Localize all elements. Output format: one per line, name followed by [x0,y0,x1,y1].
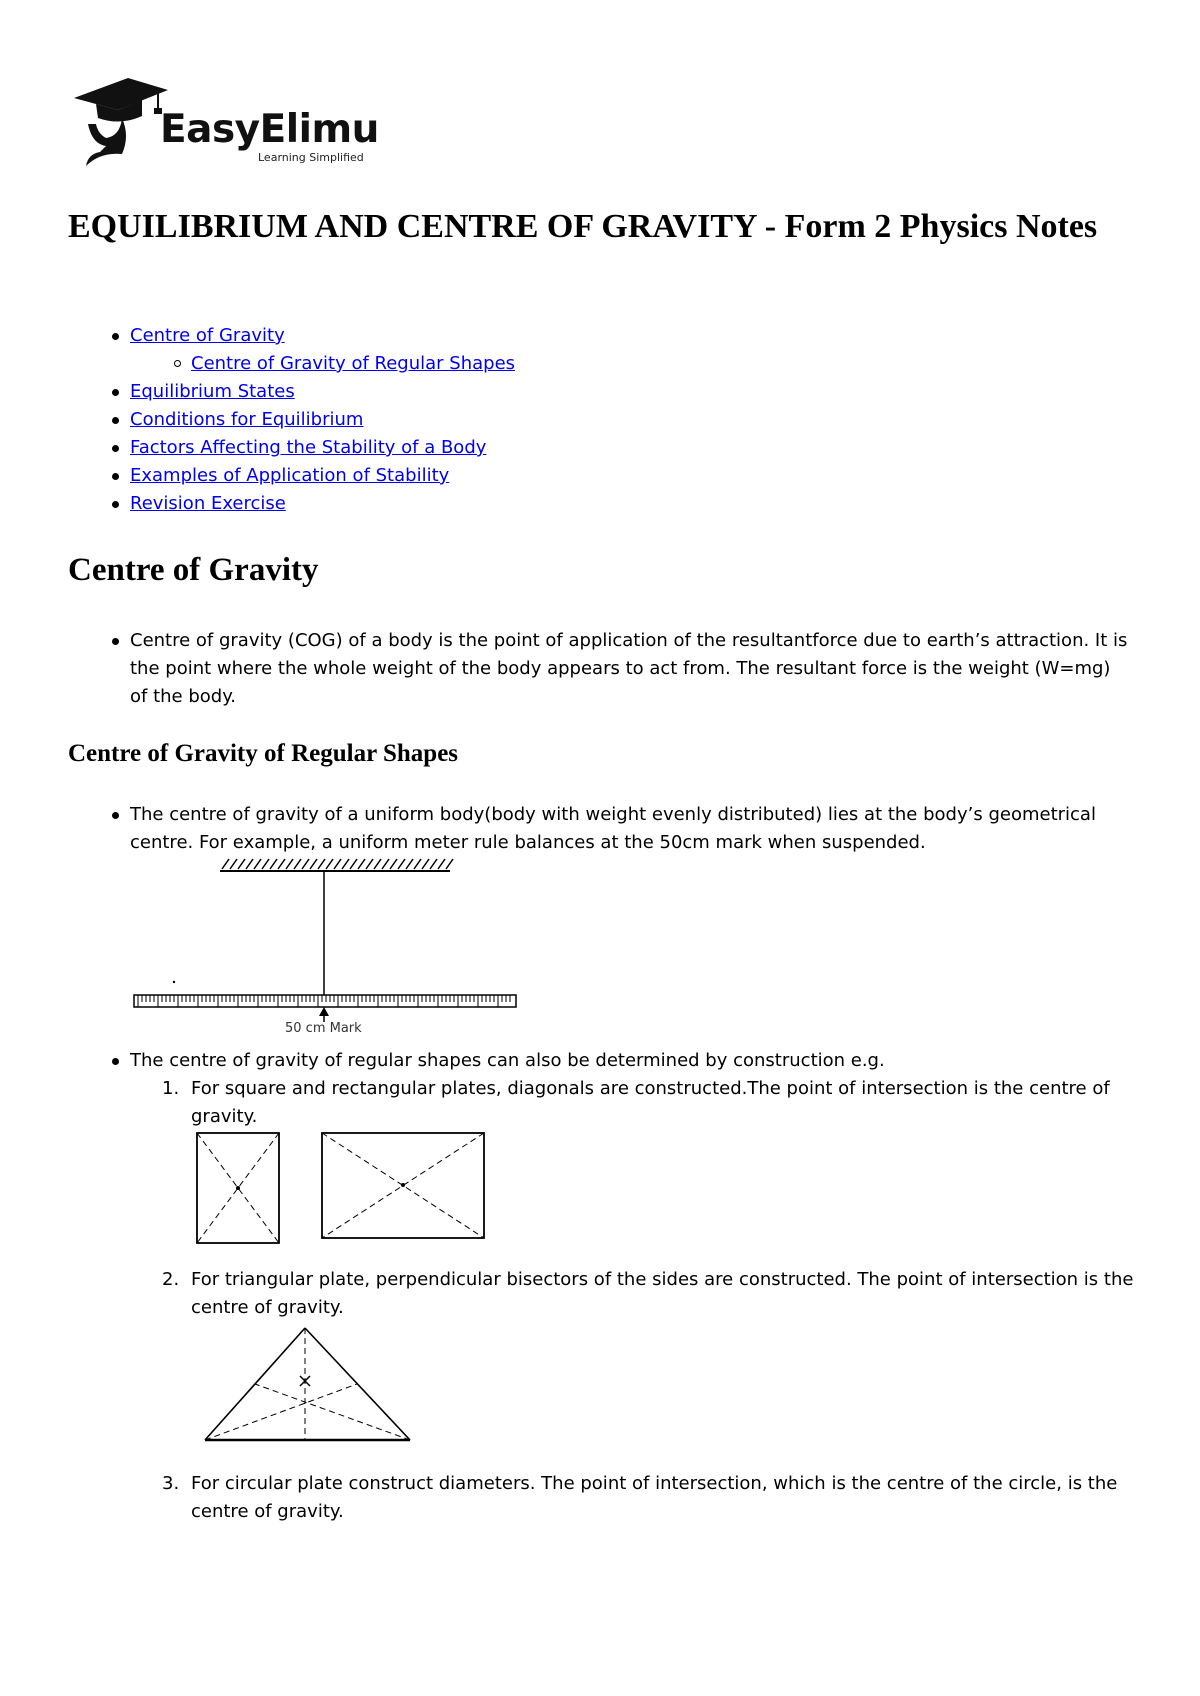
step-3 [162,1470,1141,1526]
toc-item [68,462,515,490]
step-text: For square and rectangular plates, diagonals are constructed.The point of intersection is the centre of gravity. [191,1078,1110,1127]
toc-item [68,406,515,434]
toc-item [68,378,515,406]
toc-link-equilibrium-states[interactable]: Equilibrium States [130,381,295,402]
toc-link-regular-shapes[interactable]: Centre of Gravity of Regular Shapes [191,353,516,374]
step-2 [162,1266,1141,1322]
page-title: EQUILIBRIUM AND CENTRE OF GRAVITY - Form 2 Physics Notes [68,208,1098,245]
square-rectangle-figure [194,1130,494,1250]
section-heading: Centre of Gravity [68,552,319,588]
toc-item [68,322,515,350]
toc-link-conditions[interactable]: Conditions for Equilibrium [130,409,364,430]
uniform-body-text: The centre of gravity of a uniform body(body with weight evenly distributed) lies at the body’s geometrical centre. For example, a uniform meter rule balances at the 50cm mark when suspended. [130,801,1130,857]
toc-link-revision[interactable]: Revision Exercise [130,493,286,514]
brand-tagline: Learning Simplified [258,151,364,164]
cog-definition: Centre of gravity (COG) of a body is the point of application of the resultantforce due to earth’s attraction. It is the point where the whole weight of the body appears to act from. The resultant force is the weight (W=mg) of the body. [130,627,1130,711]
step-number: 1. [162,1078,180,1099]
step-1 [162,1075,1141,1131]
fifty-cm-mark-label: 50 cm Mark [285,1021,362,1036]
meter-rule-figure [130,855,530,1040]
site-logo[interactable] [70,74,390,174]
step-number: 2. [162,1269,180,1290]
step-number: 3. [162,1473,180,1494]
step-text: For circular plate construct diameters. The point of intersection, which is the centre of the circle, is the centre of gravity. [191,1473,1118,1522]
triangle-figure [200,1320,420,1450]
toc-subitem [68,350,515,378]
subsection-heading: Centre of Gravity of Regular Shapes [68,740,459,767]
toc-link-examples[interactable]: Examples of Application of Stability [130,465,450,486]
step-text: For triangular plate, perpendicular bisectors of the sides are constructed. The point of intersection is the centre of gravity. [191,1269,1134,1318]
toc-item [68,490,515,518]
toc-link-centre-of-gravity[interactable]: Centre of Gravity [130,325,285,346]
construction-text: The centre of gravity of regular shapes can also be determined by construction e.g. [130,1047,1130,1075]
table-of-contents [68,322,515,518]
toc-link-factors[interactable]: Factors Affecting the Stability of a Body [130,437,487,458]
toc-item [68,434,515,462]
brand-name: EasyElimu [160,107,379,152]
